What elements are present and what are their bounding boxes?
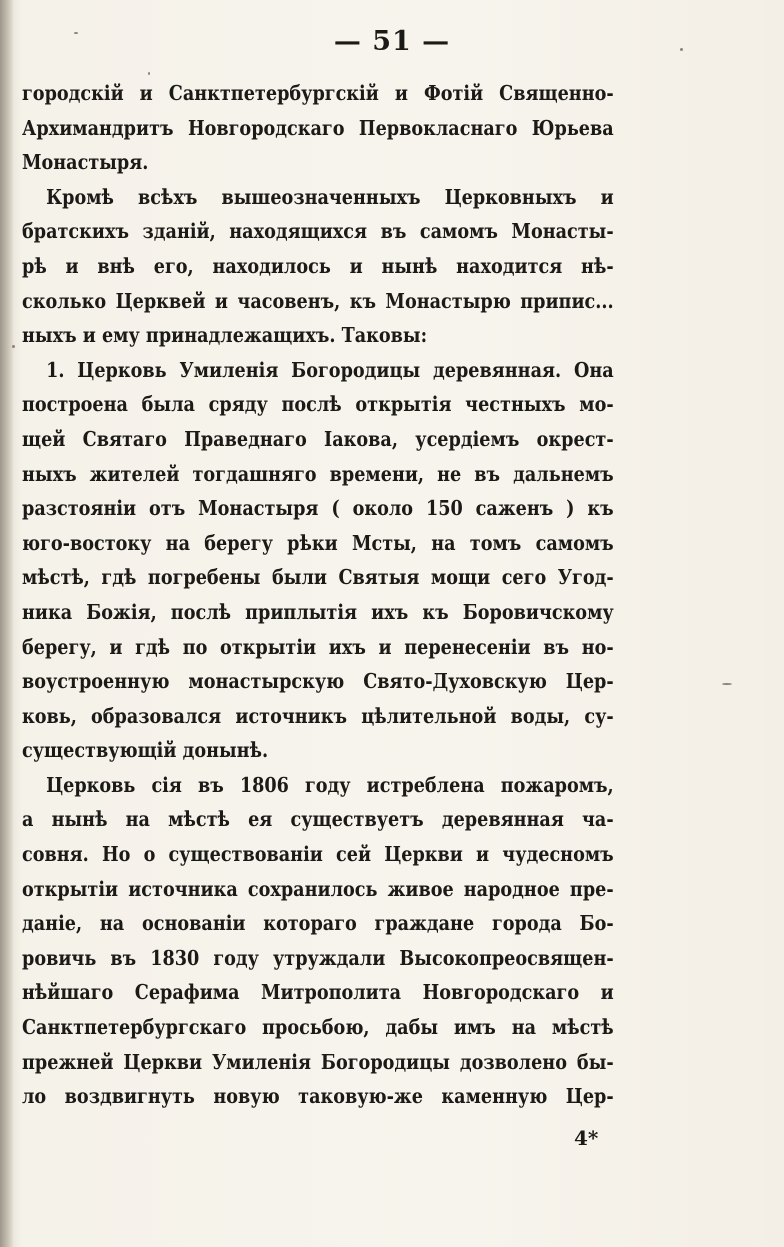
text-line: Санктпетербургскаго просьбою, дабы имъ на мѣстѣ — [22, 1015, 614, 1040]
text-line: Архимандритъ Новгородскаго Первокласнаго Юрьева — [22, 115, 614, 140]
paper-speck — [722, 683, 732, 685]
text-line: нѣйшаго Серафима Митрополита Новгородскаго и — [22, 980, 614, 1005]
text-line: построена была сряду послѣ открытія честныхъ мо- — [22, 392, 614, 417]
paragraph-start-line: Церковь сія въ 1806 году истреблена пожаромъ, — [46, 772, 614, 797]
paragraph-start-line: 1. Церковь Умиленія Богородицы деревянная. Она — [46, 357, 614, 382]
text-line: ныхъ жителей тогдашняго времени, не въ дальнемъ — [22, 461, 614, 486]
text-line: открытіи источника сохранилось живое народное пре- — [22, 876, 614, 901]
text-line: ника Божія, послѣ приплытія ихъ къ Боровичскому — [22, 599, 614, 624]
text-line: мѣстѣ, гдѣ погребены были Святыя мощи сего Угод- — [22, 565, 614, 590]
text-line: берегу, и гдѣ по открытіи ихъ и перенесеніи въ но- — [22, 634, 614, 659]
body-text — [22, 76, 614, 1114]
text-line: рѣ и внѣ его, находилось и нынѣ находится нѣ- — [22, 253, 614, 278]
text-line: а нынѣ на мѣстѣ ея существуетъ деревянная ча- — [22, 807, 614, 832]
text-line: юго-востоку на берегу рѣки Мсты, на томъ самомъ — [22, 530, 614, 555]
text-line: сколько Церквей и часовенъ, къ Монастырю припис... — [22, 288, 614, 313]
text-line: прежней Церкви Умиленія Богородицы дозволено бы- — [22, 1049, 614, 1074]
text-line: даніе, на основаніи котораго граждане города Бо- — [22, 911, 614, 936]
text-line: городскій и Санктпетербургскій и Фотій Священно- — [22, 81, 614, 105]
text-line: Монастыря. — [22, 150, 149, 175]
text-line: совня. Но о существованіи сей Церкви и чудесномъ — [22, 842, 614, 867]
text-line: щей Святаго Праведнаго Іакова, усердіемъ окрест- — [22, 426, 614, 451]
text-line: воустроенную монастырскую Свято-Духовскую Цер- — [22, 669, 614, 694]
paper-speck — [74, 32, 78, 34]
text-line: ло воздвигнуть новую таковую-же каменную Цер- — [22, 1084, 614, 1109]
signature-mark: 4* — [574, 1126, 599, 1150]
text-line: ныхъ и ему принадлежащихъ. Таковы: — [22, 323, 428, 348]
page-number: — 51 — — [333, 26, 451, 57]
paper-speck — [148, 72, 150, 75]
text-line: разстояніи отъ Монастыря ( около 150 саженъ ) къ — [22, 496, 614, 521]
paragraph-start-line: Кромѣ всѣхъ вышеозначенныхъ Церковныхъ и — [46, 184, 614, 209]
text-line: братскихъ зданій, находящихся въ самомъ Монасты- — [22, 219, 614, 244]
text-line: ровичь въ 1830 году утруждали Высокопреосвящен- — [22, 945, 614, 970]
paper-speck — [12, 345, 15, 348]
paper-speck — [680, 48, 683, 51]
text-line: ковь, образовался источникъ цѣлительной воды, су- — [22, 703, 614, 728]
page-gutter-shadow — [0, 0, 14, 1247]
text-line: существующій донынѣ. — [22, 738, 269, 763]
